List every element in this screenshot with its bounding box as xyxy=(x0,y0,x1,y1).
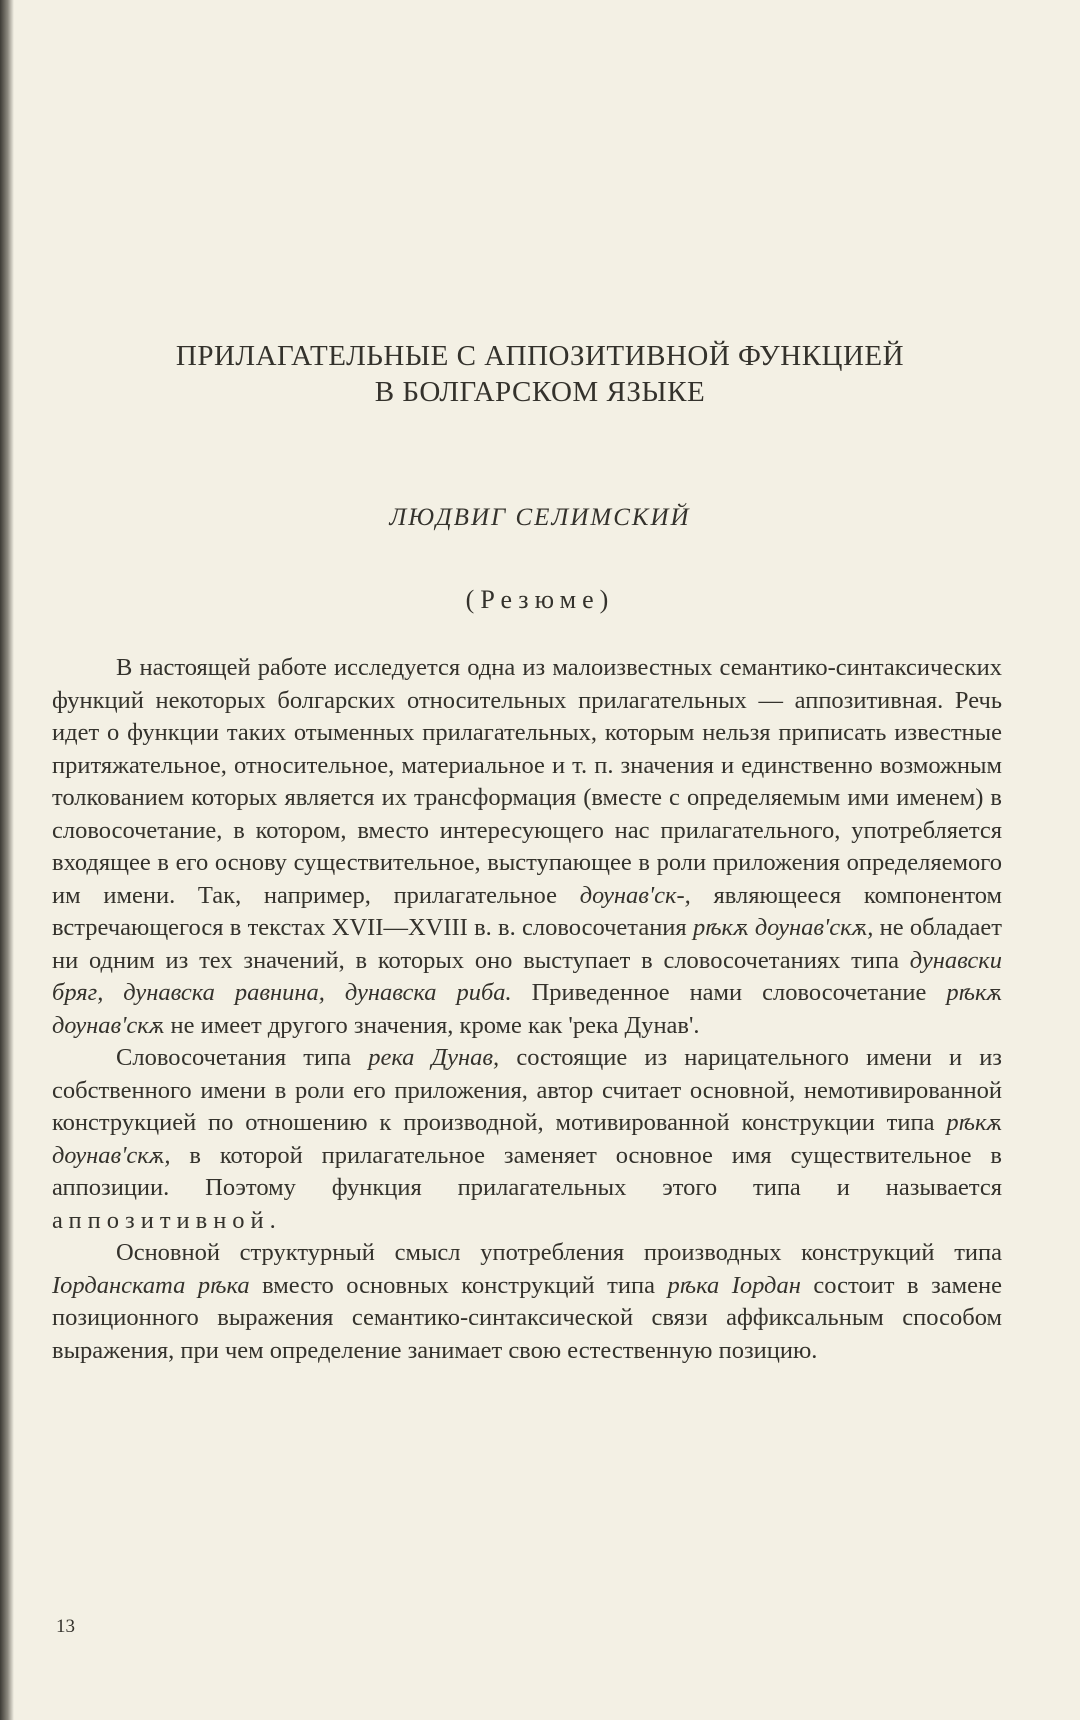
example-phrase: рѣкѫ дѹнав'скѫ xyxy=(52,979,1002,1039)
body-paragraph xyxy=(52,1237,1002,1367)
author-name: ЛЮДВИГ СЕЛИМСКИЙ xyxy=(389,504,691,531)
body-text-segment: в которой прилагательное заменяет основное имя существительное в аппозиции. Поэтому функция прилагательных этого типа и называется xyxy=(52,1141,1002,1201)
body-paragraph xyxy=(52,1042,1002,1237)
example-phrase: рѣка Iордан xyxy=(667,1271,801,1299)
resume-heading: (Резюме) xyxy=(465,585,615,614)
example-phrase: рѣкѫ дѹнав'скѫ, xyxy=(692,914,874,941)
body-text-segment: состоит в замене позиционного выражения семантико-синтаксической связи аффиксальным способом выражения, при чем определение занимает свою естественную позицию. xyxy=(52,1271,1003,1364)
body-text-segment: являющееся компонентом встречающегося в текстах XVII—XVIII в. в. словосочетания xyxy=(52,881,1002,941)
article-title-line-1: ПРИЛАГАТЕЛЬНЫЕ С АППОЗИТИВНОЙ ФУНКЦИЕЙ xyxy=(175,340,905,372)
body-text-segment: вместо основных конструкций типа xyxy=(249,1271,668,1299)
example-phrase: дунавски бряг, дунавска равнина, дунавска риба. xyxy=(52,946,1002,1006)
article-title xyxy=(0,338,1080,410)
body-text-segment: аппозитивной. xyxy=(52,1206,282,1234)
body-text-segment: Основной структурный смысл употребления производных конструкций типа xyxy=(116,1239,1002,1266)
example-phrase: рѣкѫ дѹнав'скѫ, xyxy=(52,1109,1002,1169)
body-text-segment: Словосочетания типа xyxy=(116,1044,369,1071)
example-phrase: Iорданската рѣка xyxy=(52,1271,250,1299)
body-text-segment: не имеет другого значения, кроме как 'река Дунав'. xyxy=(164,1011,700,1039)
example-phrase: дѹнав'ск-, xyxy=(579,881,691,909)
body-text-segment: не обладает ни одним из тех значений, в которых оно выступает в словосочетаниях типа xyxy=(52,914,1002,974)
page-number: 13 xyxy=(56,1616,75,1637)
body-text-segment: Приведенное нами словосочетание xyxy=(511,979,947,1006)
body-text-segment: состоящие из нарицательного имени и из собственного имени в роли его приложения, автор считает основной, немотивированной конструкцией по отношению к производной, мотивированной конструкции типа xyxy=(52,1044,1002,1136)
article-title-line-2: В БОЛГАРСКОМ ЯЗЫКЕ xyxy=(374,376,706,408)
body-paragraph xyxy=(52,652,1002,1042)
body-text-segment: В настоящей работе исследуется одна из малоизвестных семантико-синтаксических функций некоторых болгарских относительных прилагательных — аппозитивная. Речь идет о функции таких отыменных прилагательных, которым нельзя приписать известные притяжательное, относительное, материальное и т. п. значения и единственно возможным толкованием которых является их трансформация (вместе с определяемым ими именем) в словосочетание, в котором, вместо интересующего нас прилагательного, употребляется входящее в его основу существительное, выступающее в роли приложения определяемого им имени. Так, например, прилагательное xyxy=(52,654,1002,909)
resume-body xyxy=(52,652,1002,1367)
example-phrase: река Дунав, xyxy=(368,1044,500,1071)
